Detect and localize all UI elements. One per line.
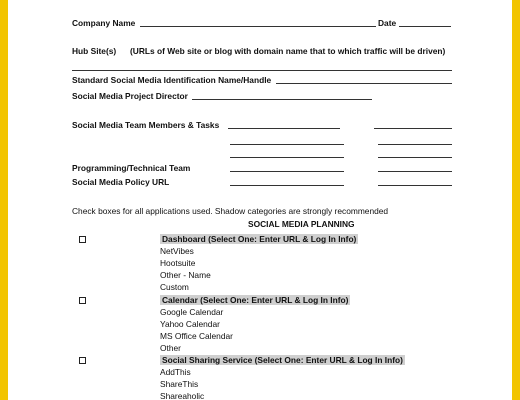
list-item: Shareaholic (160, 391, 205, 400)
list-item: MS Office Calendar (160, 331, 233, 341)
team-line-1b[interactable] (374, 128, 452, 129)
policy-line-b[interactable] (378, 185, 452, 186)
instructions-text: Check boxes for all applications used. Shadow categories are strongly recommended (72, 206, 389, 216)
director-line[interactable] (192, 99, 372, 100)
identification-label: Standard Social Media Identification Name/Handle (72, 75, 272, 85)
team-line-3a[interactable] (230, 157, 344, 158)
hub-label: Hub Site(s) (72, 46, 117, 56)
list-item: Custom (160, 282, 189, 292)
identification-line[interactable] (276, 83, 452, 84)
list-item: Hootsuite (160, 258, 196, 268)
calendar-checkbox[interactable] (79, 297, 86, 304)
policy-line-a[interactable] (230, 185, 344, 186)
tech-line-a[interactable] (230, 171, 344, 172)
dashboard-checkbox[interactable] (79, 236, 86, 243)
team-line-2a[interactable] (230, 144, 344, 145)
list-item: Google Calendar (160, 307, 224, 317)
team-line-2b[interactable] (378, 144, 452, 145)
list-item: Other - Name (160, 270, 211, 280)
tech-line-b[interactable] (378, 171, 452, 172)
date-label: Date (378, 18, 397, 28)
list-item: ShareThis (160, 379, 199, 389)
company-line[interactable] (140, 26, 376, 27)
director-label: Social Media Project Director (72, 91, 188, 101)
list-item: Yahoo Calendar (160, 319, 220, 329)
section-title: Social Sharing Service (Select One: Enter URL & Log In Info) (162, 355, 403, 365)
date-line[interactable] (399, 26, 451, 27)
company-label: Company Name (72, 18, 136, 28)
policy-label: Social Media Policy URL (72, 177, 170, 187)
document-page (8, 0, 512, 400)
section-title: Calendar (Select One: Enter URL & Log In Info) (162, 295, 349, 305)
hub-line[interactable] (72, 70, 452, 71)
planning-heading: SOCIAL MEDIA PLANNING (248, 219, 355, 229)
team-line-3b[interactable] (378, 157, 452, 158)
team-line-1a[interactable] (228, 128, 340, 129)
hub-hint: (URLs of Web site or blog with domain name that to which traffic will be driven) (130, 46, 446, 56)
list-item: AddThis (160, 367, 191, 377)
list-item: NetVibes (160, 246, 194, 256)
tech-label: Programming/Technical Team (72, 163, 191, 173)
section-title: Dashboard (Select One: Enter URL & Log In Info) (162, 234, 357, 244)
social-sharing-checkbox[interactable] (79, 357, 86, 364)
team-label: Social Media Team Members & Tasks (72, 120, 220, 130)
list-item: Other (160, 343, 181, 353)
